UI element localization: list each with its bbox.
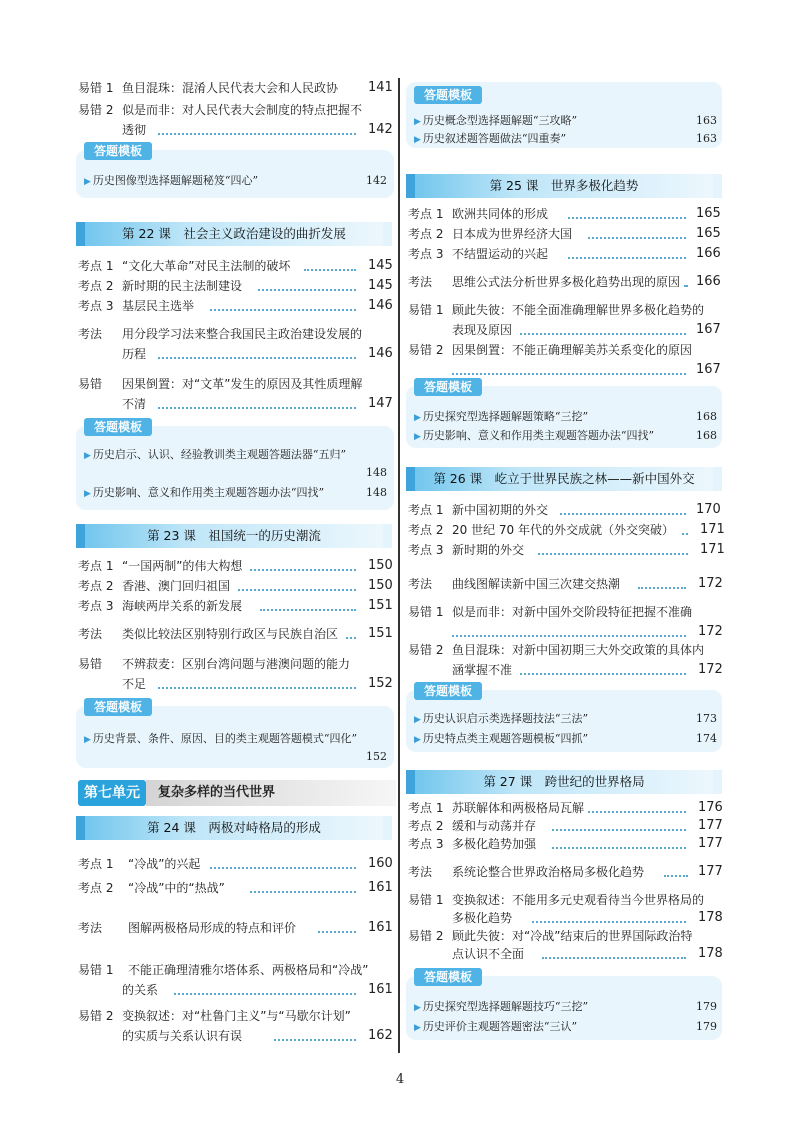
template-tag: 答题模板 xyxy=(84,142,152,160)
leader-dots xyxy=(210,309,356,311)
row-label: 易错 2 xyxy=(408,929,444,943)
row-page: 160 xyxy=(368,856,393,871)
row-label: 考点 1 xyxy=(408,503,444,517)
template-item[interactable]: ▶ 历史叙述题答题做法“四重奏” xyxy=(414,132,567,145)
row-page: 177 xyxy=(698,864,723,879)
row-label: 易错 1 xyxy=(408,893,444,907)
row-title: 系统论整合世界政治格局多极化趋势 xyxy=(452,865,645,879)
template-item[interactable]: ▶ 历史背景、条件、原因、目的类主观题答题模式“四化” xyxy=(84,732,358,745)
template-item-page: 179 xyxy=(696,1000,717,1013)
row-title: 图解两极格局形成的特点和评价 xyxy=(128,921,297,935)
row-page: 152 xyxy=(368,676,393,691)
row-label: 考法 xyxy=(78,327,103,341)
leader-dots xyxy=(538,553,688,555)
row-page: 166 xyxy=(696,274,721,289)
row-title-cont: 不清 xyxy=(122,397,147,411)
row-label: 考点 3 xyxy=(408,837,444,851)
template-tag: 答题模板 xyxy=(414,86,482,104)
row-page: 162 xyxy=(368,1028,393,1043)
leader-dots xyxy=(260,609,356,611)
row-title-cont: 的实质与关系认识有误 xyxy=(122,1029,243,1043)
row-label: 考点 2 xyxy=(408,819,444,833)
leader-dots xyxy=(560,513,686,515)
leader-dots xyxy=(532,921,686,923)
row-label: 考点 1 xyxy=(408,801,444,815)
leader-dots xyxy=(452,373,686,375)
row-title: 日本成为世界经济大国 xyxy=(452,227,573,241)
row-label: 易错 2 xyxy=(78,103,114,117)
row-title-cont: 历程 xyxy=(122,347,147,361)
row-page: 165 xyxy=(696,206,721,221)
row-label: 易错 1 xyxy=(78,81,114,95)
row-label: 易错 1 xyxy=(408,303,444,317)
row-page: 172 xyxy=(698,576,723,591)
row-page: 167 xyxy=(696,322,721,337)
row-label: 考点 2 xyxy=(78,279,114,293)
template-item[interactable]: ▶ 历史评价主观题答题密法“三认” xyxy=(414,1020,578,1033)
triangle-icon: ▶ xyxy=(414,715,421,725)
row-title: 香港、澳门回归祖国 xyxy=(122,579,231,593)
row-title: 基层民主选举 xyxy=(122,299,195,313)
template-item-page: 148 xyxy=(366,486,387,499)
unit-title[interactable]: 复杂多样的当代世界 xyxy=(146,780,396,806)
row-label: 易错 1 xyxy=(78,963,114,977)
template-tag: 答题模板 xyxy=(414,682,482,700)
leader-dots xyxy=(664,875,688,877)
row-title-cont: 表现及原因 xyxy=(452,323,513,337)
leader-dots xyxy=(684,285,688,287)
row-title-cont: 涵掌握不准 xyxy=(452,663,513,677)
row-page: 177 xyxy=(698,836,723,851)
leader-dots xyxy=(452,635,686,637)
row-label: 考点 3 xyxy=(408,543,444,557)
leader-dots xyxy=(210,867,356,869)
template-item-page: 142 xyxy=(366,174,387,187)
triangle-icon: ▶ xyxy=(414,1023,421,1033)
row-label: 易错 2 xyxy=(408,343,444,357)
leader-dots xyxy=(520,333,686,335)
row-title: “冷战”中的“热战” xyxy=(128,881,225,895)
lesson-25-header[interactable]: 第 25 课 世界多极化趋势 xyxy=(406,174,722,198)
row-title-cont: 多极化趋势 xyxy=(452,911,513,925)
row-label: 考法 xyxy=(78,627,103,641)
template-tag: 答题模板 xyxy=(84,418,152,436)
template-item[interactable]: ▶ 历史影响、意义和作用类主观题答题办法“四找” xyxy=(84,486,325,499)
answer-template-box xyxy=(406,82,722,148)
row-page: 178 xyxy=(698,946,723,961)
row-title-cont: 透彻 xyxy=(122,123,147,137)
leader-dots xyxy=(588,811,686,813)
triangle-icon: ▶ xyxy=(414,135,421,145)
triangle-icon: ▶ xyxy=(414,413,421,423)
row-title: 多极化趋势加强 xyxy=(452,837,537,851)
toc-row[interactable] xyxy=(78,102,390,118)
answer-template-box xyxy=(76,420,394,510)
row-title: 新中国初期的外交 xyxy=(452,503,549,517)
leader-dots xyxy=(552,829,686,831)
leader-dots xyxy=(638,587,686,589)
template-item-page: 179 xyxy=(696,1020,717,1033)
template-item-page: 152 xyxy=(366,750,387,763)
row-title: 用分段学习法来整合我国民主政治建设发展的 xyxy=(122,327,363,341)
leader-dots xyxy=(238,589,356,591)
lesson-26-header[interactable]: 第 26 课 屹立于世界民族之林——新中国外交 xyxy=(406,467,722,491)
template-tag: 答题模板 xyxy=(414,378,482,396)
leader-dots xyxy=(158,133,356,135)
leader-dots xyxy=(158,687,356,689)
row-title-cont: 点认识不全面 xyxy=(452,947,525,961)
row-page: 146 xyxy=(368,298,393,313)
template-item-page: 148 xyxy=(366,466,387,479)
row-title: 不结盟运动的兴起 xyxy=(452,247,549,261)
row-page: 166 xyxy=(696,246,721,261)
column-divider xyxy=(398,78,400,1053)
row-label: 考点 3 xyxy=(78,599,114,613)
leader-dots xyxy=(158,357,356,359)
row-title-cont: 的关系 xyxy=(122,983,159,997)
template-item-page: 168 xyxy=(696,410,717,423)
triangle-icon: ▶ xyxy=(84,489,91,499)
row-label: 考点 1 xyxy=(78,559,114,573)
row-page: 145 xyxy=(368,278,393,293)
template-tag: 答题模板 xyxy=(414,968,482,986)
row-title: 似是而非：对人民代表大会制度的特点把握不 xyxy=(122,103,363,117)
row-title: 苏联解体和两极格局瓦解 xyxy=(452,801,585,815)
row-label: 考点 3 xyxy=(408,247,444,261)
row-page: 172 xyxy=(698,624,723,639)
page-number: 4 xyxy=(395,1072,405,1087)
row-page: 151 xyxy=(368,598,393,613)
template-item[interactable]: ▶ 历史探究型选择题解题技巧“三挖” xyxy=(414,1000,589,1013)
row-label: 考点 1 xyxy=(78,857,114,871)
triangle-icon: ▶ xyxy=(84,177,91,187)
leader-dots xyxy=(250,569,356,571)
row-title: 曲线图解读新中国三次建交热潮 xyxy=(452,577,621,591)
row-title: 鱼目混珠：对新中国初期三大外交政策的具体内 xyxy=(452,643,705,657)
row-page: 171 xyxy=(700,542,725,557)
leader-dots xyxy=(250,891,356,893)
template-item-page: 173 xyxy=(696,712,717,725)
row-label: 考点 3 xyxy=(78,299,114,313)
toc-row-cont[interactable] xyxy=(78,122,393,138)
row-title: 顾此失彼：不能全面准确理解世界多极化趋势的 xyxy=(452,303,705,317)
row-page: 150 xyxy=(368,558,393,573)
row-title: 不能正确理清雅尔塔体系、两极格局和“冷战” xyxy=(128,963,369,977)
template-item-page: 168 xyxy=(696,429,717,442)
row-label: 考法 xyxy=(408,275,433,289)
row-title: 类似比较法区别特别行政区与民族自治区 xyxy=(122,627,339,641)
row-title: 因果倒置：对“文革”发生的原因及其性质理解 xyxy=(122,377,363,391)
row-label: 考点 2 xyxy=(78,881,114,895)
template-item[interactable]: ▶ 历史特点类主观题答题模板“四抓” xyxy=(414,732,589,745)
leader-dots xyxy=(158,407,356,409)
leader-dots xyxy=(520,673,686,675)
row-title: 变换叙述：不能用多元史观看待当今世界格局的 xyxy=(452,893,705,907)
template-item[interactable]: ▶ 历史认识启示类选择题技法“三法” xyxy=(414,712,589,725)
row-page: 147 xyxy=(368,396,393,411)
row-page: 178 xyxy=(698,910,723,925)
row-title: “冷战”的兴起 xyxy=(128,857,201,871)
row-title: 似是而非：对新中国外交阶段特征把握不准确 xyxy=(452,605,693,619)
row-label: 考点 2 xyxy=(78,579,114,593)
lesson-24-header[interactable]: 第 24 课 两极对峙格局的形成 xyxy=(76,816,392,840)
lesson-22-header[interactable]: 第 22 课 社会主义政治建设的曲折发展 xyxy=(76,222,392,246)
row-label: 考点 2 xyxy=(408,227,444,241)
row-label: 考点 1 xyxy=(78,259,114,273)
lesson-23-header[interactable]: 第 23 课 祖国统一的历史潮流 xyxy=(76,524,392,548)
unit-badge: 第七单元 xyxy=(78,780,146,806)
row-title: “文化大革命”对民主法制的破坏 xyxy=(122,259,291,273)
row-page: 176 xyxy=(698,800,723,815)
triangle-icon: ▶ xyxy=(84,451,91,461)
row-label: 考法 xyxy=(408,577,433,591)
leader-dots xyxy=(552,847,686,849)
triangle-icon: ▶ xyxy=(414,432,421,442)
template-item[interactable]: ▶ 历史图像型选择题解题秘笈“四心” xyxy=(84,174,259,187)
template-item-page: 174 xyxy=(696,732,717,745)
row-label: 易错 xyxy=(78,377,103,391)
answer-template-box xyxy=(406,684,722,752)
leader-dots xyxy=(588,237,686,239)
row-page: 161 xyxy=(368,880,393,895)
leader-dots xyxy=(258,289,356,291)
row-label: 考法 xyxy=(78,921,103,935)
row-label: 考法 xyxy=(408,865,433,879)
template-item[interactable]: ▶ 历史影响、意义和作用类主观题答题办法“四找” xyxy=(414,429,655,442)
row-title: 欧洲共同体的形成 xyxy=(452,207,549,221)
leader-dots xyxy=(682,533,688,535)
row-page: 161 xyxy=(368,982,393,997)
template-item[interactable]: ▶ 历史概念型选择题解题“三攻略” xyxy=(414,114,578,127)
triangle-icon: ▶ xyxy=(414,1003,421,1013)
row-page: 167 xyxy=(696,362,721,377)
row-title: 鱼目混珠：混淆人民代表大会和人民政协 xyxy=(122,81,339,95)
row-title: 因果倒置：不能正确理解美苏关系变化的原因 xyxy=(452,343,693,357)
triangle-icon: ▶ xyxy=(84,735,91,745)
row-label: 考点 1 xyxy=(408,207,444,221)
row-title: 海峡两岸关系的新发展 xyxy=(122,599,243,613)
row-page: 170 xyxy=(696,502,721,517)
row-title: 顾此失彼：对“冷战”结束后的世界国际政治特 xyxy=(452,929,693,943)
row-label: 易错 xyxy=(78,657,103,671)
row-page: 150 xyxy=(368,578,393,593)
row-page: 165 xyxy=(696,226,721,241)
answer-template-box xyxy=(76,700,394,768)
row-label: 易错 2 xyxy=(408,643,444,657)
answer-template-box xyxy=(76,144,394,198)
template-item[interactable]: ▶ 历史启示、认识、经验教训类主观题答题法器“五归” xyxy=(84,448,347,461)
row-page: 145 xyxy=(368,258,393,273)
row-label: 易错 2 xyxy=(78,1009,114,1023)
leader-dots xyxy=(318,931,356,933)
row-page: 177 xyxy=(698,818,723,833)
row-page: 146 xyxy=(368,346,393,361)
answer-template-box xyxy=(406,380,722,448)
leader-dots xyxy=(274,1039,356,1041)
row-label: 考点 2 xyxy=(408,523,444,537)
row-title: 新时期的民主法制建设 xyxy=(122,279,243,293)
leader-dots xyxy=(542,957,686,959)
row-label: 易错 1 xyxy=(408,605,444,619)
row-title: 变换叙述：对“杜鲁门主义”与“马歇尔计划” xyxy=(122,1009,351,1023)
row-title: 思维公式法分析世界多极化趋势出现的原因 xyxy=(452,275,681,289)
leader-dots xyxy=(568,217,686,219)
row-page: 141 xyxy=(368,80,393,95)
template-item-page: 163 xyxy=(696,132,717,145)
triangle-icon: ▶ xyxy=(414,117,421,127)
template-item-page: 163 xyxy=(696,114,717,127)
row-page: 151 xyxy=(368,626,393,641)
template-item[interactable]: ▶ 历史探究型选择题解题策略“三挖” xyxy=(414,410,589,423)
leader-dots xyxy=(174,993,356,995)
leader-dots xyxy=(346,637,356,639)
toc-row[interactable] xyxy=(78,80,393,96)
leader-dots xyxy=(304,269,356,271)
answer-template-box xyxy=(406,970,722,1040)
row-page: 161 xyxy=(368,920,393,935)
row-title: 缓和与动荡并存 xyxy=(452,819,537,833)
lesson-27-header[interactable]: 第 27 课 跨世纪的世界格局 xyxy=(406,770,722,794)
row-title: 新时期的外交 xyxy=(452,543,525,557)
row-page: 171 xyxy=(700,522,725,537)
row-page: 172 xyxy=(698,662,723,677)
row-title-cont: 不足 xyxy=(122,677,147,691)
template-tag: 答题模板 xyxy=(84,698,152,716)
triangle-icon: ▶ xyxy=(414,735,421,745)
row-title: “一国两制”的伟大构想 xyxy=(122,559,243,573)
leader-dots xyxy=(568,257,686,259)
row-title: 20 世纪 70 年代的外交成就（外交突破） xyxy=(452,523,674,537)
row-page: 142 xyxy=(368,122,393,137)
row-title: 不辨菽麦：区别台湾问题与港澳问题的能力 xyxy=(122,657,351,671)
